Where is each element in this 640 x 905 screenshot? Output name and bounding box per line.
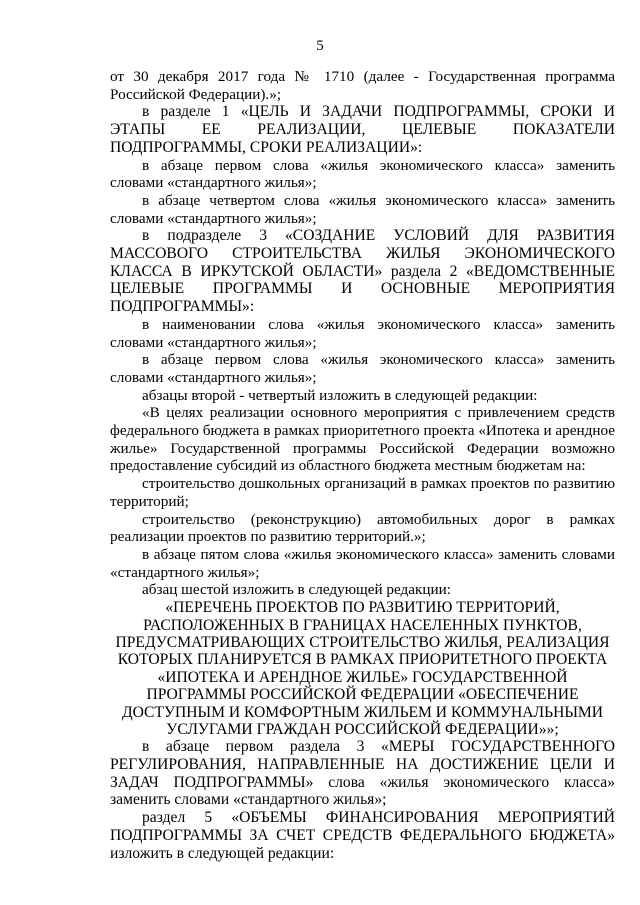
paragraph-section-3: в абзаце первом раздела 3 «МЕРЫ ГОСУДАРСТВЕННОГО РЕГУЛИРОВАНИЯ, НАПРАВЛЕННЫЕ НА ДОСТИЖЕНИЕ ЦЕЛИ И ЗАДАЧ ПОДПРОГРАММЫ» слова «жилья экономического класса» заменить словами «стандартного жилья»; (110, 738, 615, 809)
paragraph-abzacs-2-4: абзацы второй - четвертый изложить в следующей редакции: (142, 386, 538, 404)
paragraph-projects-list-title: «ПЕРЕЧЕНЬ ПРОЕКТОВ ПО РАЗВИТИЮ ТЕРРИТОРИЙ, РАСПОЛОЖЕННЫХ В ГРАНИЦАХ НАСЕЛЕННЫХ ПУНКТОВ, ПРЕДУСМАТРИВАЮЩИХ СТРОИТЕЛЬСТВО ЖИЛЬЯ, РЕАЛИЗАЦИЯ КОТОРЫХ ПЛАНИРУЕТСЯ В РАМКАХ ПРИОРИТЕТНОГО ПРОЕКТА «ИПОТЕКА И АРЕНДНОЕ ЖИЛЬЕ» ГОСУДАРСТВЕННОЙ ПРОГРАММЫ РОССИЙСКОЙ ФЕДЕРАЦИИ «ОБЕСПЕЧЕНИЕ ДОСТУПНЫМ И КОМФОРТНЫМ ЖИЛЬЕМ И КОММУНАЛЬНЫМИ УСЛУГАМИ ГРАЖДАН РОССИЙСКОЙ ФЕДЕРАЦИИ»»; (115, 599, 610, 738)
paragraph-naming: в наименовании слова «жилья экономического класса» заменить словами «стандартного жилья»; (110, 315, 615, 351)
paragraph-quoted-subsidies: «В целях реализации основного мероприятия с привлечением средств федерального бюджета в рамках приоритетного проекта «Ипотека и арендное жилье» Государственной программы Российской Федерации возможно предоставление субсидий из областного бюджета местным бюджетам на: (110, 404, 615, 475)
paragraph-section-1-header: в разделе 1 «ЦЕЛЬ И ЗАДАЧИ ПОДПРОГРАММЫ, СРОКИ И ЭТАПЫ ЕЕ РЕАЛИЗАЦИИ, ЦЕЛЕВЫЕ ПОКАЗАТЕЛИ ПОДПРОГРАММЫ, СРОКИ РЕАЛИЗАЦИИ»: (110, 103, 615, 156)
paragraph-first-abzac: в абзаце первом слова «жилья экономического класса» заменить словами «стандартного жилья»; (110, 156, 615, 192)
paragraph-subsection-3-header: в подразделе 3 «СОЗДАНИЕ УСЛОВИЙ ДЛЯ РАЗВИТИЯ МАССОВОГО СТРОИТЕЛЬСТВА ЖИЛЬЯ ЭКОНОМИЧЕСКОГО КЛАССА В ИРКУТСКОЙ ОБЛАСТИ» раздела 2 «ВЕДОМСТВЕННЫЕ ЦЕЛЕВЫЕ ПРОГРАММЫ И ОСНОВНЫЕ МЕРОПРИЯТИЯ ПОДПРОГРАММЫ»: (110, 227, 615, 316)
paragraph-roads: строительство (реконструкцию) автомобильных дорог в рамках реализации проектов по развитию территорий.»; (110, 510, 615, 546)
paragraph-fourth-abzac: в абзаце четвертом слова «жилья экономического класса» заменить словами «стандартного жилья»; (110, 191, 615, 227)
paragraph-section-5: раздел 5 «ОБЪЕМЫ ФИНАНСИРОВАНИЯ МЕРОПРИЯТИЙ ПОДПРОГРАММЫ ЗА СЧЕТ СРЕДСТВ ФЕДЕРАЛЬНОГО БЮДЖЕТА» изложить в следующей редакции: (110, 809, 615, 862)
paragraph-fifth-abzac: в абзаце пятом слова «жилья экономического класса» заменить словами «стандартного жилья»; (110, 545, 615, 581)
document-body (110, 68, 615, 862)
paragraph-sixth-abzac: абзац шестой изложить в следующей редакции: (142, 581, 451, 599)
paragraph-first-abzac-2: в абзаце первом слова «жилья экономического класса» заменить словами «стандартного жилья»; (110, 351, 615, 386)
paragraph-preschool: строительство дошкольных организаций в рамках проектов по развитию территорий; (110, 475, 615, 510)
page-number: 5 (316, 38, 324, 54)
paragraph-continuation: от 30 декабря 2017 года № 1710 (далее - Государственная программа Российской Федерации).»; (110, 68, 615, 103)
